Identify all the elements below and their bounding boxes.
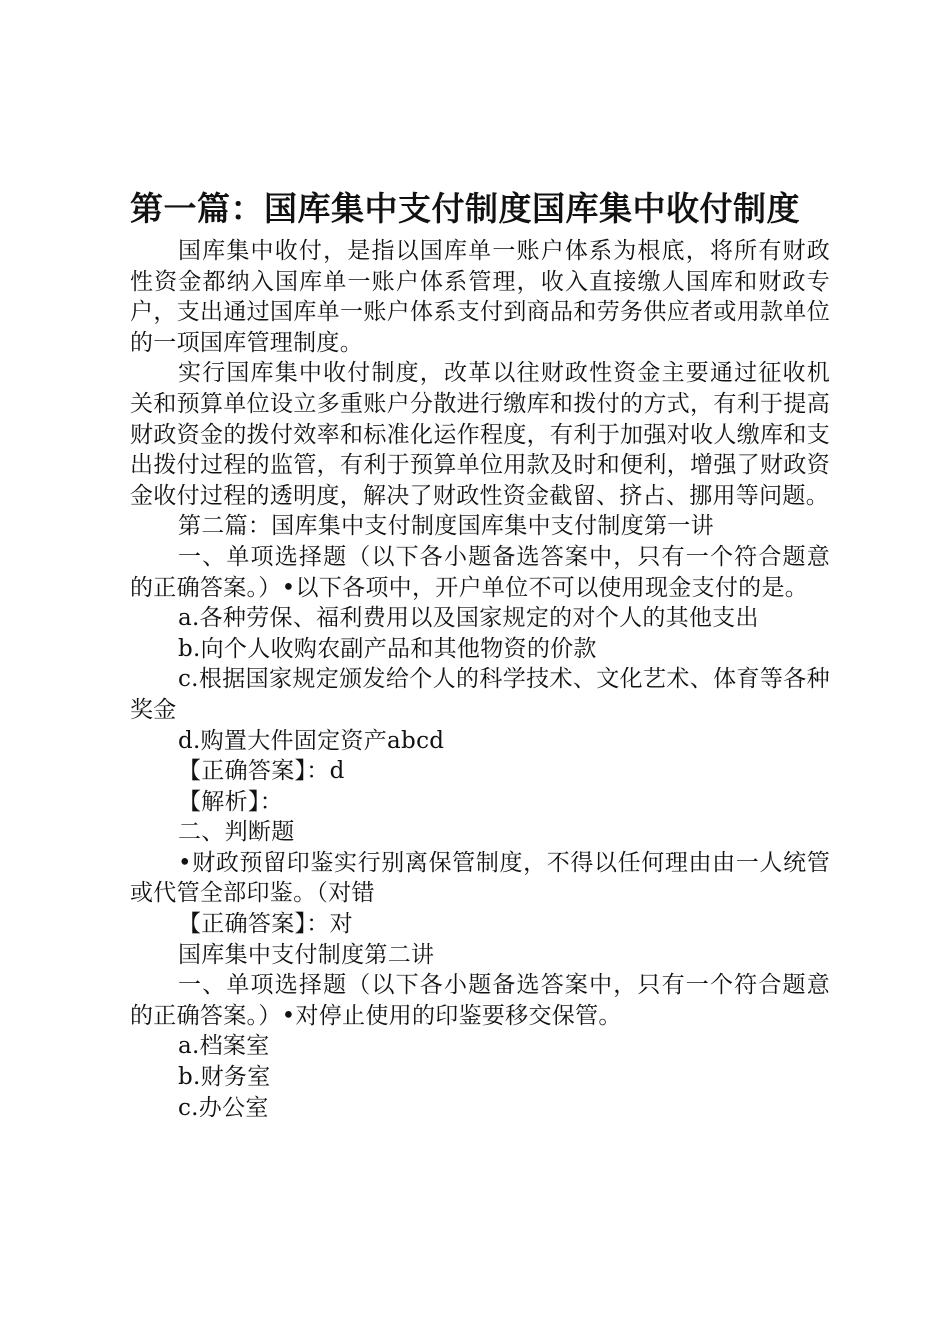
option-b: b.向个人收购农副产品和其他物资的价款 [178, 635, 597, 662]
question-single-choice-1: 一、单项选择题（以下各小题备选答案中，只有一个符合题意的正确答案。）•以下各项中，开户单位不可以使用现金支付的是。 [130, 543, 830, 601]
correct-answer-2: 【正确答案】：对 [178, 911, 353, 938]
option-a-2: a.档案室 [178, 1033, 270, 1060]
paragraph-reform: 实行国库集中收付制度，改革以往财政性资金主要通过征收机关和预算单位设立多重账户分散进行缴库和拨付的方式，有利于提高财政资金的拨付效率和标准化运作程度，有利于加强对收人缴库和支出拨付过程的监管，有利于预算单位用款及时和便利，增强了财政资金收付过程的透明度，解决了财政性资金截留、挤占、挪用等问题。 [130, 360, 830, 509]
question-single-choice-2: 一、单项选择题（以下各小题备选答案中，只有一个符合题意的正确答案。）•对停止使用的印鉴要移交保管。 [130, 972, 830, 1029]
option-c: c.根据国家规定颁发给个人的科学技术、文化艺术、体育等各种奖金 [130, 666, 830, 723]
option-d: d.购置大件固定资产abcd [178, 727, 445, 754]
section-heading-lecture-two: 国库集中支付制度第二讲 [178, 941, 435, 968]
paragraph-definition: 国库集中收付，是指以国库单一账户体系为根底，将所有财政性资金都纳入国库单一账户体系管理，收入直接缴人国库和财政专户，支出通过国库单一账户体系支付到商品和劳务供应者或用款单位的一项国库管理制度。 [130, 238, 830, 356]
document-title: 第一篇：国库集中支付制度国库集中收付制度 [130, 189, 800, 228]
question-true-false: •财政预留印鉴实行别离保管制度，不得以任何理由由一人统管或代管全部印鉴。（对错 [130, 849, 830, 907]
option-b-2: b.财务室 [178, 1064, 271, 1091]
analysis-label: 【解析】： [178, 788, 283, 815]
section-heading-part-two: 第二篇：国库集中支付制度国库集中支付制度第一讲 [178, 513, 714, 540]
document-page [130, 186, 830, 1123]
section-true-false: 二、判断题 [178, 819, 295, 846]
correct-answer-1: 【正确答案】：d [178, 758, 345, 785]
option-a: a.各种劳保、福利费用以及国家规定的对个人的其他支出 [178, 605, 759, 632]
option-c-2: c.办公室 [178, 1094, 269, 1121]
